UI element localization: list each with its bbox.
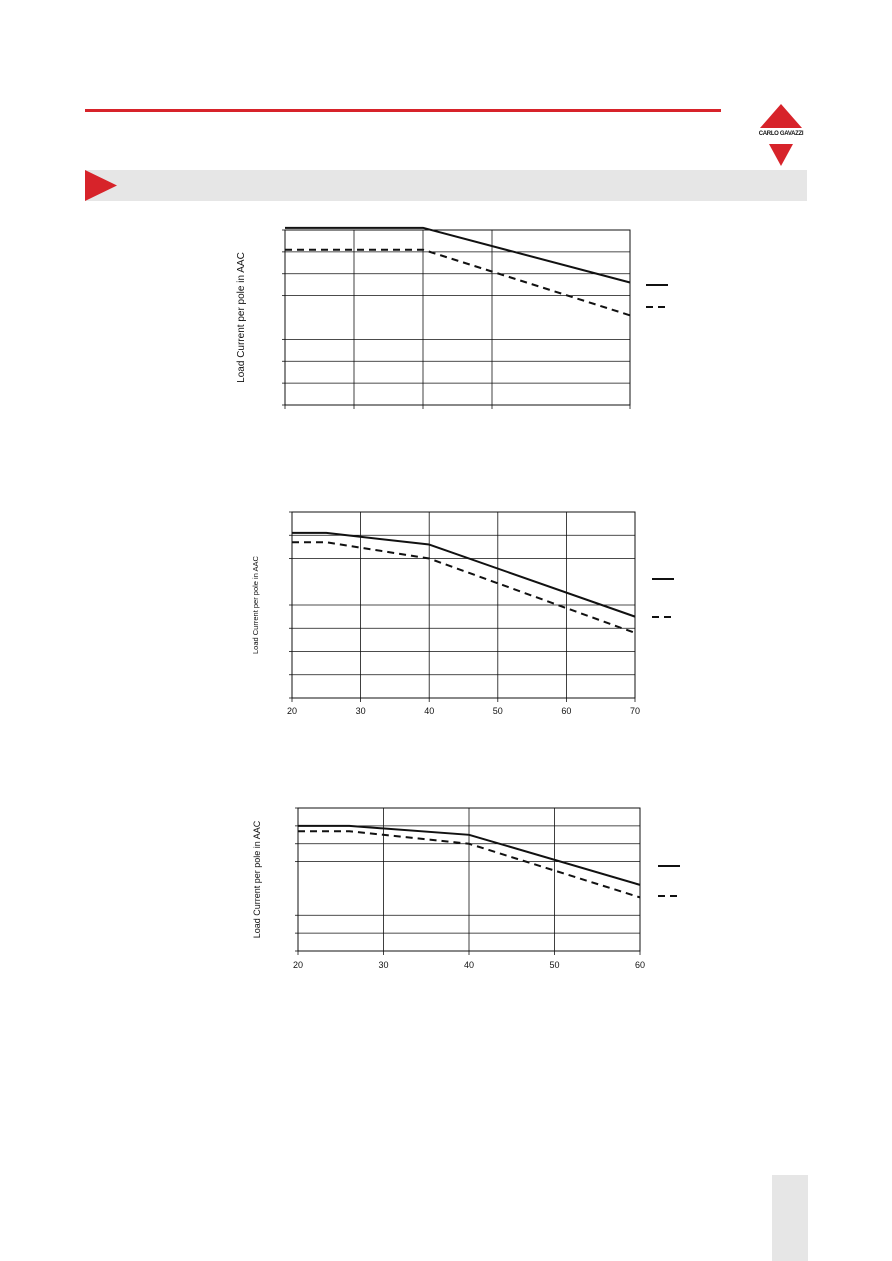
x-tick-label: 60 — [561, 706, 572, 716]
x-tick-label: 50 — [549, 960, 560, 970]
y-axis-label: Load Current per pole in AAC — [251, 556, 260, 654]
x-tick-label: 20 — [292, 960, 304, 970]
x-tick-label: 50 — [492, 706, 503, 716]
page-number-box — [772, 1175, 808, 1261]
x-tick-label: 40 — [424, 706, 435, 716]
x-tick-label: 20 — [286, 706, 298, 716]
x-tick-label: 70 — [629, 706, 641, 716]
y-axis-label: Load Current per pole in AAC — [252, 820, 262, 939]
x-tick-label: 60 — [634, 960, 646, 970]
x-tick-label: 40 — [463, 960, 475, 970]
x-tick-label: 30 — [355, 706, 366, 716]
y-axis-label: Load Current per pole in AAC — [236, 252, 247, 383]
brand-name: CARLO GAVAZZI — [758, 131, 804, 137]
x-tick-label: 30 — [378, 960, 389, 970]
